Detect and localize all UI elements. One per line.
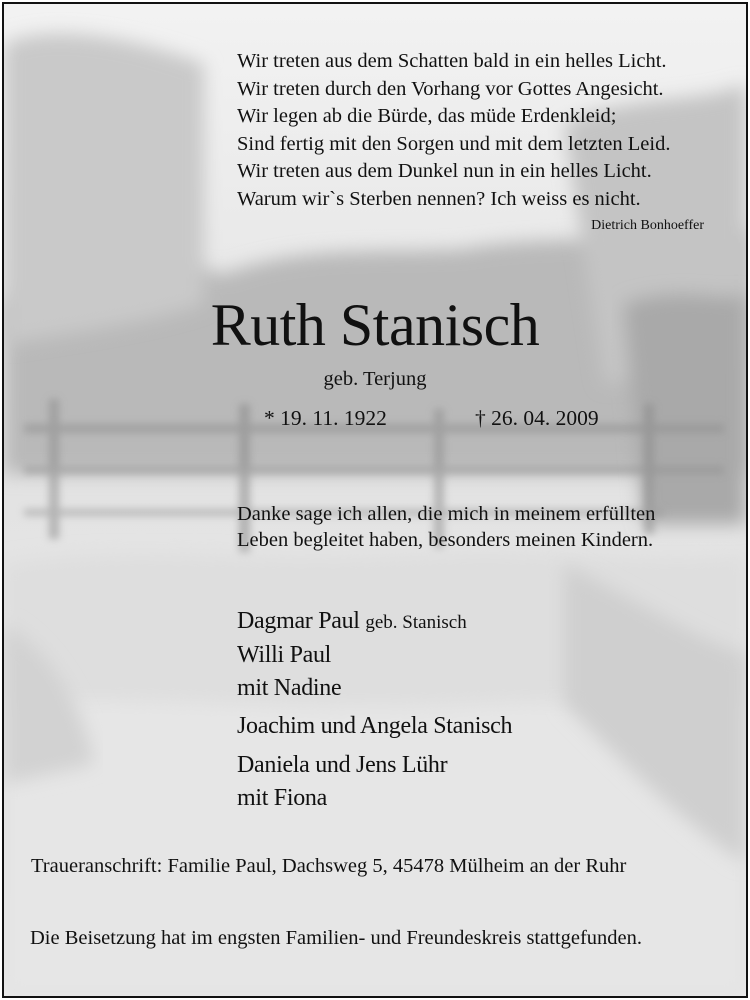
family-member-fiona: mit Fiona [237,785,327,811]
thanks-line: Danke sage ich allen, die mich in meinem erfüllten [237,503,656,525]
poem-line: Wir treten durch den Vorhang vor Gottes Angesicht. [237,77,664,100]
family-member-nadine: mit Nadine [237,675,342,701]
deceased-name: Ruth Stanisch [210,292,540,358]
thanks-line: Leben begleitet haben, besonders meinen Kindern. [237,529,654,551]
burial-notice: Die Beisetzung hat im engsten Familien- und Freundeskreis stattgefunden. [30,927,643,949]
family-member-joachim: Joachim und Angela Stanisch [237,713,513,739]
family-member-dagmar [237,608,467,635]
poem-line: Wir treten aus dem Schatten bald in ein helles Licht. [237,50,667,72]
death-date: † 26. 04. 2009 [475,406,599,430]
poem-line: Warum wir`s Sterben nennen? Ich weiss es nicht. [237,187,641,210]
poem-line: Wir legen ab die Bürde, das müde Erdenkleid; [237,105,617,128]
family-member-daniela: Daniela und Jens Lühr [237,752,448,778]
poem-line: Sind fertig mit den Sorgen und mit dem letzten Leid. [237,132,671,155]
poem-line: Wir treten aus dem Dunkel nun in ein helles Licht. [237,160,652,183]
obituary-card [2,2,748,998]
poem [237,48,670,214]
family-member-maiden: geb. Stanisch [365,612,467,633]
mourning-address: Traueranschrift: Familie Paul, Dachsweg 5, 45478 Mülheim an der Ruhr [31,855,627,877]
maiden-name: geb. Terjung [323,368,427,390]
family-member-name: Dagmar Paul [237,608,360,634]
thanks-message [237,501,655,553]
birth-date: * 19. 11. 1922 [264,406,387,430]
poem-author: Dietrich Bonhoeffer [591,218,704,233]
family-member-willi: Willi Paul [237,642,332,668]
